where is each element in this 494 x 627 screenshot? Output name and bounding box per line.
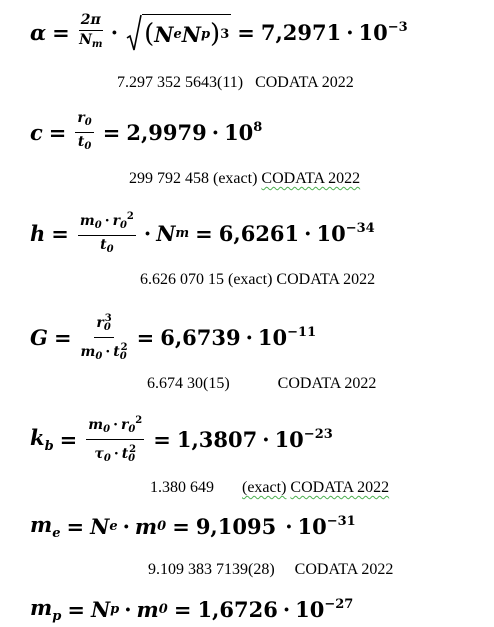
alpha-numerator: 2π [80, 12, 101, 28]
me-power: $10^{-31}$ [297, 514, 356, 539]
equals-sign: = [52, 20, 70, 45]
kb-symbol: $k_b$ [30, 425, 54, 454]
sqrt-radical: ( N e N p ) 3 [126, 14, 231, 52]
mp-mantissa: 1,6726 [197, 597, 278, 622]
equation-c: c = $\frac{r_0}{t_0}$ = 2,9979 · $10^8$ [30, 110, 262, 155]
c-symbol: c [30, 120, 43, 145]
kb-fraction: $\frac{m_0 \cdot r_0^2}{\tau_0 \cdot t_0^2}$ [86, 412, 144, 467]
reference-kb: 1.380 649 (exact) CODATA 2022 [150, 479, 390, 496]
h-power: $10^{-34}$ [316, 220, 375, 246]
G-power: $10^{-11}$ [257, 325, 317, 350]
equation-alpha: α = $\frac{2\pi}{N_m}$ · ( N e N p ) 3 = 7,2971 · $10^{-3}$ [30, 12, 408, 53]
reference-h: 6.626 070 15 (exact) CODATA 2022 [140, 271, 376, 288]
G-symbol: G [30, 325, 48, 350]
reference-G: 6.674 30(15) CODATA 2022 [147, 375, 377, 392]
G-mantissa: 6,6739 [160, 325, 241, 350]
kb-power: $10^{-23}$ [274, 427, 333, 452]
equation-mp: $m_p$ = N p · m 0 = 1,6726 · $10^{-27}$ [30, 595, 354, 624]
h-mantissa: 6,6261 [218, 220, 300, 246]
multiply-dot: · [110, 20, 119, 45]
alpha-mantissa: 7,2971 [260, 20, 342, 45]
h-fraction: $\frac{m_0 \cdot r_0^2}{t_0}$ [78, 208, 136, 258]
reference-c: 299 792 458 (exact) CODATA 2022 [129, 170, 361, 187]
alpha-power: $10^{-3}$ [358, 20, 408, 45]
equation-me: $m_e$ = N e · m 0 = 9,1095 · $10^{-31}$ [30, 512, 356, 541]
h-symbol: h [30, 220, 46, 246]
equation-h: h = $\frac{m_0 \cdot r_0^2}{t_0}$ · N m = 6,6261 · $10^{-34}$ [30, 208, 375, 258]
mp-symbol: $m_p$ [30, 595, 62, 624]
G-fraction: $\frac{r_0^3}{m_0 \cdot t_0^2}$ [81, 310, 128, 365]
mp-power: $10^{-27}$ [295, 597, 354, 622]
equation-kb: $k_b$ = $\frac{m_0 \cdot r_0^2}{\tau_0 \cdot t_0^2}$ = 1,3807 · $10^{-23}$ [30, 412, 333, 467]
reference-me: 9.109 383 7139(28) CODATA 2022 [148, 561, 394, 578]
alpha-fraction: $\frac{2\pi}{N_m}$ [79, 12, 103, 50]
me-mantissa: 9,1095 [195, 514, 277, 539]
me-symbol: $m_e$ [30, 512, 61, 541]
equation-G: G = $\frac{r_0^3}{m_0 \cdot t_0^2}$ = 6,6739 · $10^{-11}$ [30, 310, 316, 365]
c-mantissa: 2,9979 [126, 120, 207, 145]
c-fraction: $\frac{r_0}{t_0}$ [77, 110, 92, 152]
kb-mantissa: 1,3807 [176, 427, 258, 452]
reference-alpha: 7.297 352 5643(11) CODATA 2022 [117, 74, 354, 91]
c-power: $10^8$ [224, 120, 263, 145]
radical-sign-icon [126, 14, 142, 52]
alpha-symbol: α [30, 20, 47, 45]
equals-sign: = [237, 20, 255, 45]
